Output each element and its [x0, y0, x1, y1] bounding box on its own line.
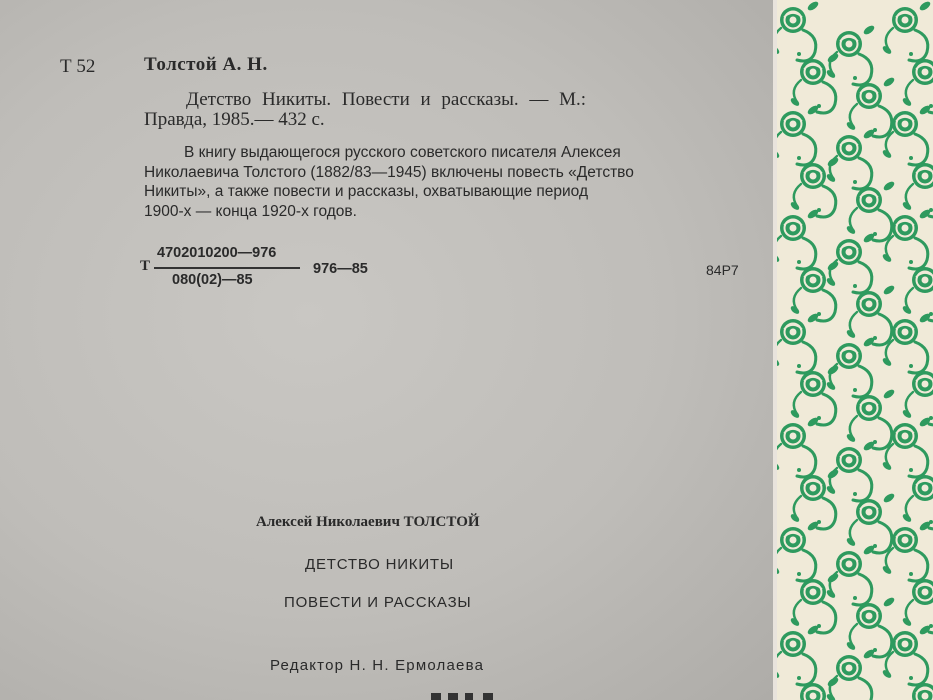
imprint-byline: [256, 514, 480, 531]
code-letter: Т: [140, 258, 151, 274]
byline-name: Алексей Николаевич: [256, 514, 400, 530]
annotation-paragraph: [144, 143, 744, 221]
annotation-line: В книгу выдающегося русского советского писателя Алексея: [184, 144, 621, 161]
imprint-editor: Редактор Н. Н. Ермолаева: [270, 657, 485, 674]
endpaper-pattern: [777, 0, 933, 700]
catalog-entry-line-2: Правда, 1985.— 432 с.: [144, 109, 325, 130]
imprint-title-1: ДЕТСТВО НИКИТЫ: [305, 556, 454, 573]
byline-surname: ТОЛСТОЙ: [403, 514, 480, 530]
code-suffix: 976—85: [313, 261, 368, 277]
bbk-index: 84Р7: [706, 262, 739, 278]
imprint-title-2: ПОВЕСТИ И РАССКАЗЫ: [284, 594, 472, 611]
catalog-code: Т 52: [60, 56, 96, 77]
annotation-line: Николаевича Толстого (1882/83—1945) включены повесть «Детство: [144, 163, 634, 181]
annotation-line: Никиты», а также повести и рассказы, охватывающие период: [144, 183, 588, 200]
catalog-entry-line-1: Детство Никиты. Повести и рассказы. — М.:: [186, 89, 587, 110]
annotation-line: 1900-х — конца 1920-х годов.: [144, 202, 357, 220]
code-numerator: 4702010200—976: [157, 245, 277, 261]
cutoff-text-fragment: [431, 693, 511, 700]
floral-pattern-icon: [777, 0, 933, 700]
catalog-author: Толстой А. Н.: [144, 54, 268, 75]
code-fraction-rule: [154, 267, 300, 269]
code-denominator: 080(02)—85: [172, 272, 253, 288]
